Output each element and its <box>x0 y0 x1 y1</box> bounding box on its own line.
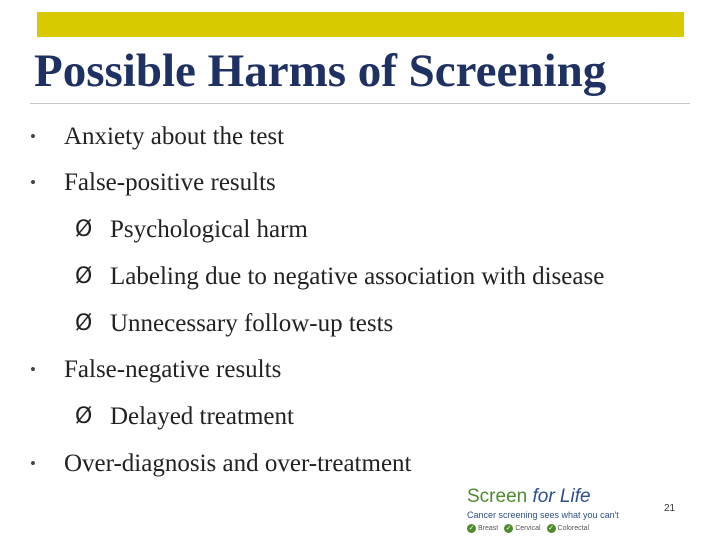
bullet-marker: • <box>30 127 36 146</box>
logo-check-breast: ✓ Breast <box>468 524 499 532</box>
arrow-bullet-icon: Ø <box>75 311 93 336</box>
bullet-marker: • <box>30 173 36 192</box>
slide-title: Possible Harms of Screening <box>34 45 607 97</box>
logo-checks <box>467 522 589 534</box>
logo-title <box>467 486 591 508</box>
logo-check-cervical: ✓ Cervical <box>505 524 541 532</box>
logo-title-for-life: for Life <box>532 486 591 507</box>
logo-tagline: Cancer screening sees what you can't <box>467 510 619 520</box>
sub-bullet-text: Labeling due to negative association with disease <box>110 263 605 290</box>
screen-for-life-logo <box>463 486 619 534</box>
checkmark-icon: ✓ <box>505 524 512 532</box>
bullet-marker: • <box>30 360 36 379</box>
logo-check-colorectal: ✓ Colorectal <box>548 524 590 532</box>
top-accent-bar <box>37 12 684 37</box>
arrow-bullet-icon: Ø <box>75 217 93 242</box>
checkmark-icon: ✓ <box>468 524 475 532</box>
checkmark-icon: ✓ <box>548 524 554 532</box>
sub-bullet-text: Delayed treatment <box>110 403 294 430</box>
logo-title-screen: Screen <box>467 486 533 507</box>
bullet-text: False-positive results <box>64 169 276 196</box>
arrow-bullet-icon: Ø <box>75 264 93 289</box>
bullet-text: Anxiety about the test <box>64 123 285 150</box>
arrow-bullet-icon: Ø <box>75 404 93 429</box>
bullet-text: Over-diagnosis and over-treatment <box>64 450 412 477</box>
bullet-text: False-negative results <box>64 356 282 383</box>
bullet-marker: • <box>30 454 36 473</box>
title-divider <box>30 103 690 104</box>
sub-bullet-text: Psychological harm <box>110 216 308 243</box>
sub-bullet-text: Unnecessary follow-up tests <box>110 310 394 337</box>
page-number: 21 <box>664 503 676 514</box>
